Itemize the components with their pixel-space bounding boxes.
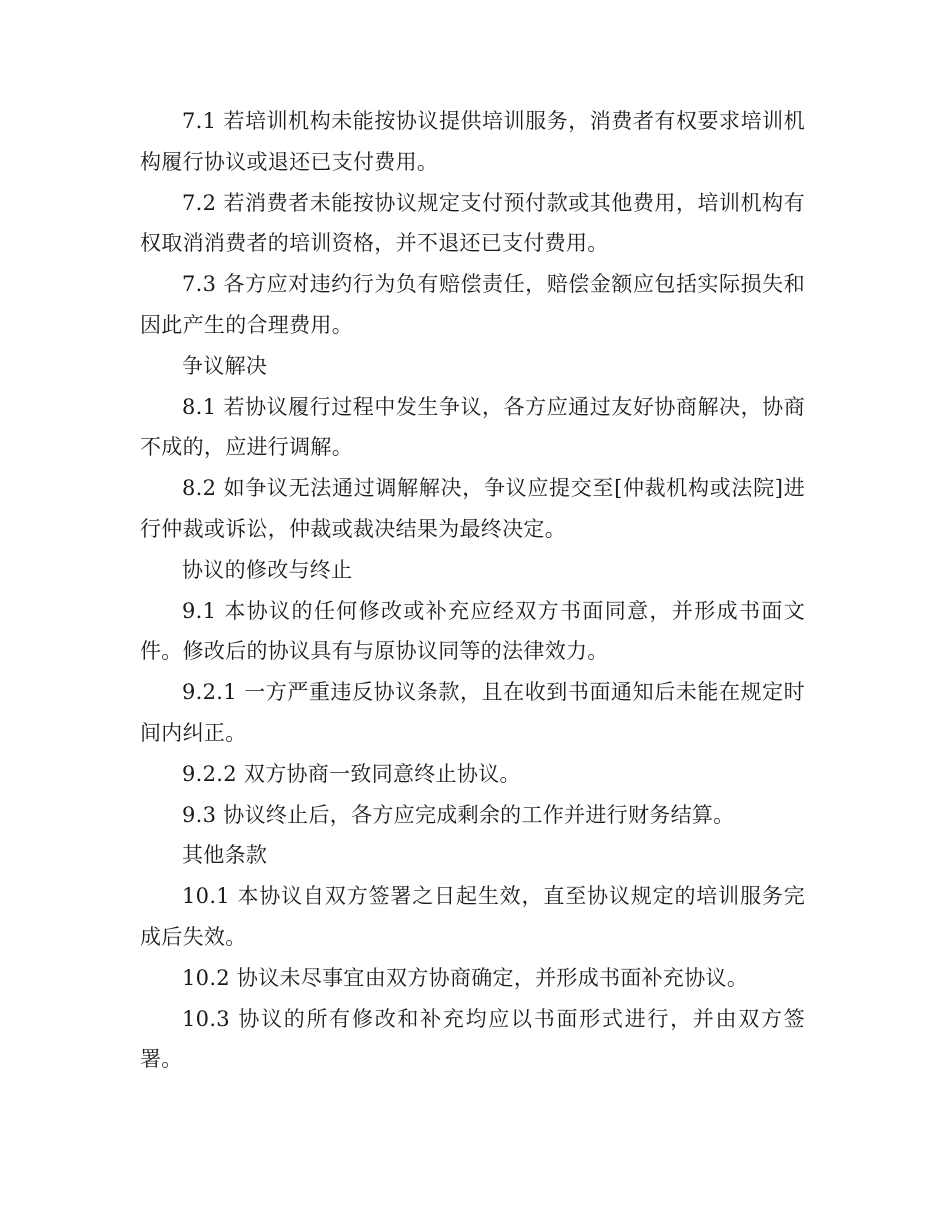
- clause-7-2: 7.2 若消费者未能按协议规定支付预付款或其他费用，培训机构有权取消消费者的培训资格，并不退还已支付费用。: [140, 190, 805, 256]
- clause-10-2: 10.2 协议未尽事宜由双方协商确定，并形成书面补充协议。: [182, 965, 749, 990]
- section-heading-other-terms: 其他条款: [182, 843, 268, 868]
- clause-10-3: 10.3 协议的所有修改和补充均应以书面形式进行，并由双方签署。: [140, 1006, 805, 1072]
- clause-9-2-1: 9.2.1 一方严重违反协议条款，且在收到书面通知后未能在规定时间内纠正。: [140, 680, 805, 745]
- clause-9-3: 9.3 协议终止后，各方应完成剩余的工作并进行财务结算。: [182, 802, 735, 827]
- section-heading-dispute-resolution: 争议解决: [182, 353, 268, 378]
- clause-8-1: 8.1 若协议履行过程中发生争议，各方应通过友好协商解决，协商不成的，应进行调解。: [140, 394, 805, 460]
- clause-10-1: 10.1 本协议自双方签署之日起生效，直至协议规定的培训服务完成后失效。: [140, 884, 805, 949]
- clause-7-1: 7.1 若培训机构未能按协议提供培训服务，消费者有权要求培训机构履行协议或退还已支付费用。: [140, 109, 805, 174]
- clause-9-1: 9.1 本协议的任何修改或补充应经双方书面同意，并形成书面文件。修改后的协议具有与原协议同等的法律效力。: [140, 598, 805, 664]
- clause-9-2-2: 9.2.2 双方协商一致同意终止协议。: [182, 761, 521, 786]
- clause-7-3: 7.3 各方应对违约行为负有赔偿责任，赔偿金额应包括实际损失和因此产生的合理费用。: [140, 272, 805, 337]
- clause-8-2: 8.2 如争议无法通过调解解决，争议应提交至[仲裁机构或法院]进行仲裁或诉讼，仲裁或裁决结果为最终决定。: [140, 476, 805, 541]
- section-heading-modification-termination: 协议的修改与终止: [182, 557, 353, 582]
- document-body: [140, 101, 805, 1080]
